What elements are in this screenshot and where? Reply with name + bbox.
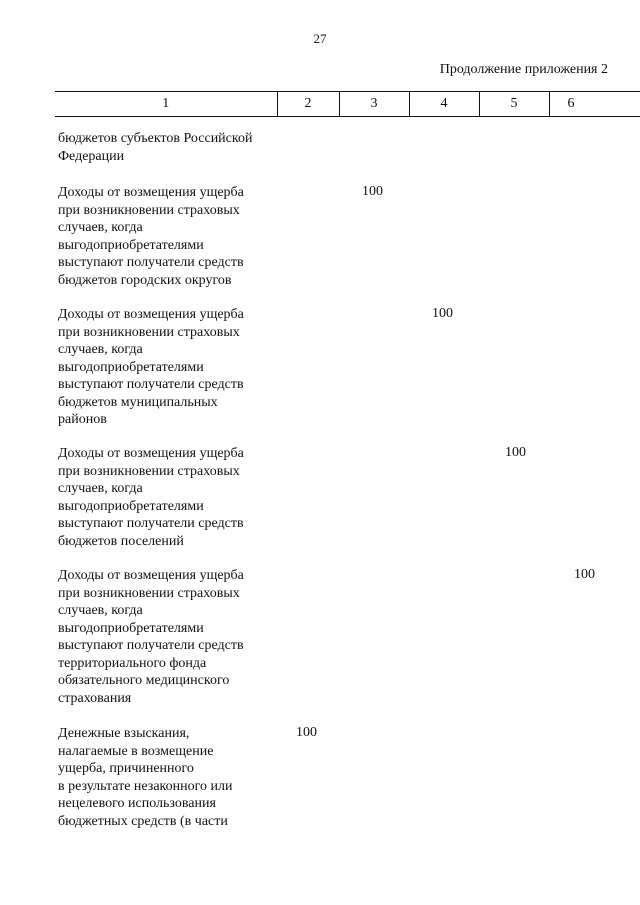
row-value: 100: [362, 184, 383, 199]
continuation-label: Продолжение приложения 2: [439, 62, 608, 77]
row-text: Доходы от возмещения ущерба при возникновении страховых случаев, когда выгодоприобретателями выступают получатели средств бюджетов муниципальных районов: [58, 307, 244, 427]
column-header-1: 1: [55, 92, 277, 117]
column-header-3: 3: [339, 92, 409, 117]
page-number: 27: [313, 31, 327, 46]
column-header-5: 5: [479, 92, 549, 117]
row-text: Доходы от возмещения ущерба при возникновении страховых случаев, когда выгодоприобретателями выступают получатели средств бюджетов поселений: [58, 446, 244, 549]
row-text: Доходы от возмещения ущерба при возникновении страховых случаев, когда выгодоприобретателями выступают получатели средств бюджетов городских округов: [58, 185, 244, 288]
row-value: 100: [432, 306, 453, 321]
column-header-2: 2: [277, 92, 339, 117]
row-text: бюджетов субъектов Российской Федерации: [58, 131, 253, 164]
row-text: Денежные взыскания, налагаемые в возмещение ущерба, причиненного в результате незаконного или нецелевого использования бюджетных средств (в части: [58, 726, 233, 829]
row-value: 100: [574, 567, 595, 582]
column-header-row: [55, 92, 640, 117]
column-header-4: 4: [409, 92, 479, 117]
row-value: 100: [296, 725, 317, 740]
row-value: 100: [505, 445, 526, 460]
row-text: Доходы от возмещения ущерба при возникновении страховых случаев, когда выгодоприобретателями выступают получатели средств территориального фонда обязательного медицинского страхования: [58, 568, 244, 706]
column-header-6: 6: [549, 92, 640, 117]
column-header-table: [55, 91, 640, 117]
